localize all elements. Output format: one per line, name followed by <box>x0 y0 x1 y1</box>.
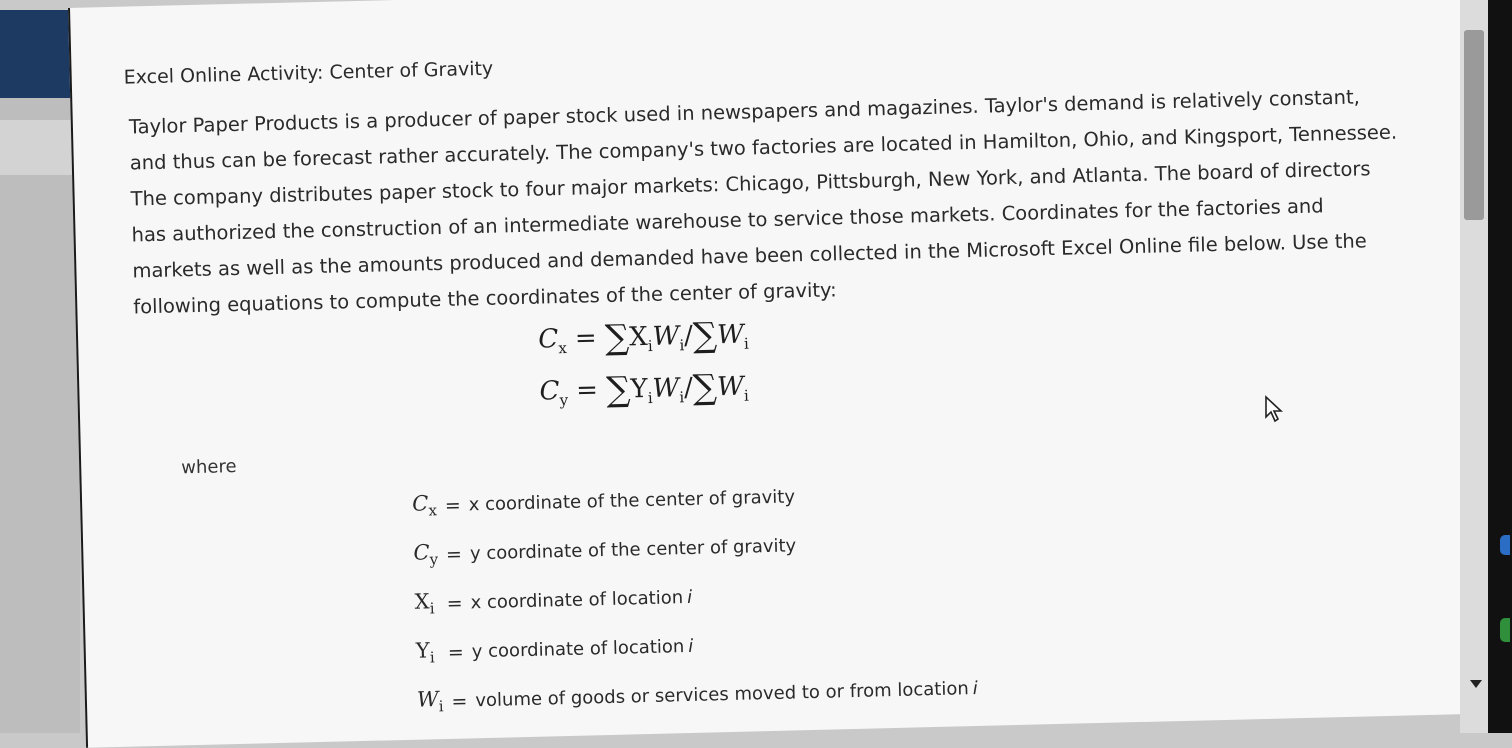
formula-cx: $C_x = \sum X_iW_i/\sum W_i$ <box>537 315 750 358</box>
scrollbar-thumb[interactable] <box>1464 30 1484 220</box>
sidebar-panel <box>0 98 80 733</box>
definition-wi: $W_i$ = volume of goods or services moved to or from location i <box>416 677 979 716</box>
activity-content-panel <box>68 0 1480 748</box>
definition-yi: $Y_i$ = y coordinate of location i <box>415 635 694 667</box>
activity-title: Excel Online Activity: Center of Gravity <box>123 57 494 89</box>
sidebar-band <box>0 120 80 175</box>
definitions-list <box>412 468 979 727</box>
where-label: where <box>181 456 237 479</box>
mouse-pointer-icon <box>1264 395 1288 425</box>
definition-cy: $C_y$ = y coordinate of the center of gravity <box>413 535 797 569</box>
activity-intro-text: Taylor Paper Products is a producer of paper stock used in newspapers and magazines. Taylor's demand is relatively constant, and thus can be forecast rather accurately. The company's two factories are located in Hamilton, Ohio, and Kingsport, Tennessee. The company distributes paper stock to four major markets: Chicago, Pittsburgh, New York, and Atlanta. The board of directors has authorized the construction of an intermediate warehouse to service those markets. Coordinates for the factories and markets as well as the amounts produced and demanded have been collected in the Microsoft Excel Online file below. Use the following equations to compute the coordinates of the center of gravity: <box>128 85 1398 319</box>
definition-xi: $X_i$ = x coordinate of location i <box>414 586 693 618</box>
side-indicator-green <box>1500 618 1510 642</box>
formula-cy: $C_y = \sum Y_iW_i/\sum W_i$ <box>539 367 750 410</box>
scroll-down-arrow-icon[interactable] <box>1470 680 1482 688</box>
definition-cx: $C_x$ = x coordinate of the center of gravity <box>411 486 796 520</box>
side-indicator-blue <box>1500 535 1510 555</box>
